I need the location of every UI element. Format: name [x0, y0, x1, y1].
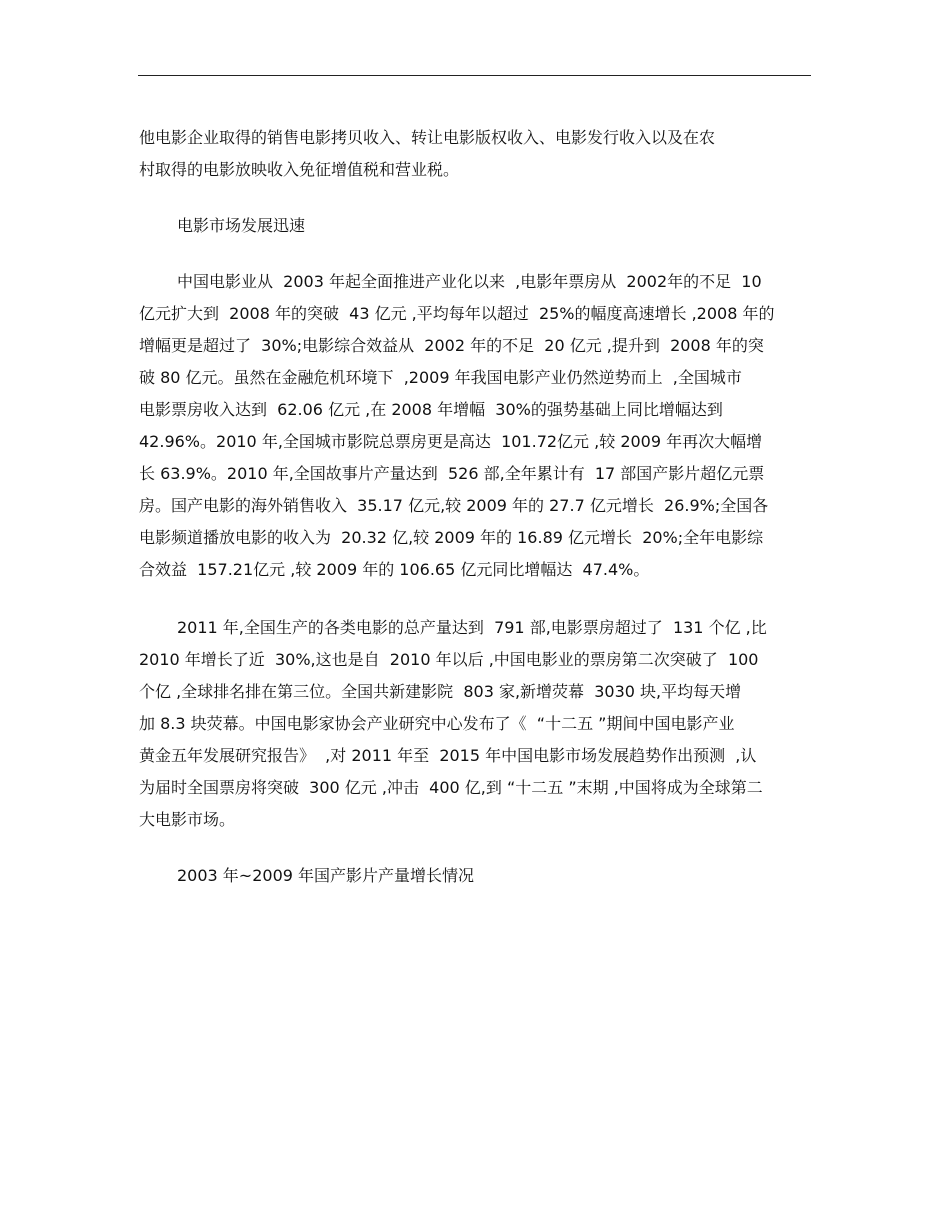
- section-heading-production: 2003 年~2009 年国产影片产量增长情况: [177, 866, 475, 885]
- document-body: [139, 122, 811, 892]
- text-line: 亿元扩大到 2008 年的突破 43 亿元 ,平均每年以超过 25%的幅度高速增长 ,2008 年的: [139, 304, 775, 323]
- text-line: 42.96%。2010 年,全国城市影院总票房更是高达 101.72亿元 ,较 2009 年再次大幅增: [139, 432, 763, 451]
- text-line: 个亿 ,全球排名排在第三位。全国共新建影院 803 家,新增荧幕 3030 块,平均每天增: [139, 682, 742, 701]
- text-line: 2010 年增长了近 30%,这也是自 2010 年以后 ,中国电影业的票房第二次突破了 100: [139, 650, 759, 669]
- paragraph-gap: [139, 186, 811, 210]
- paragraph-box-office-growth: [139, 266, 811, 586]
- text-line: 电影频道播放电影的收入为 20.32 亿,较 2009 年的 16.89 亿元增长 20%;全年电影综: [139, 528, 764, 547]
- text-line: 村取得的电影放映收入免征增值税和营业税。: [139, 160, 460, 179]
- text-line: 增幅更是超过了 30%;电影综合效益从 2002 年的不足 20 亿元 ,提升到 2008 年的突: [139, 336, 764, 355]
- text-line: 房。国产电影的海外销售收入 35.17 亿元,较 2009 年的 27.7 亿元增长 26.9%;全国各: [139, 496, 769, 515]
- text-line: 他电影企业取得的销售电影拷贝收入、转让电影版权收入、电影发行收入以及在农: [139, 128, 716, 147]
- paragraph-tax-exemption: [139, 122, 811, 186]
- text-line: 合效益 157.21亿元 ,较 2009 年的 106.65 亿元同比增幅达 47.4%。: [139, 560, 650, 579]
- text-line: 为届时全国票房将突破 300 亿元 ,冲击 400 亿,到 “十二五 ”末期 ,中国将成为全球第二: [139, 778, 763, 797]
- text-line: 破 80 亿元。虽然在金融危机环境下 ,2009 年我国电影产业仍然逆势而上 ,全国城市: [139, 368, 742, 387]
- text-line: 电影票房收入达到 62.06 亿元 ,在 2008 年增幅 30%的强势基础上同比增幅达到: [139, 400, 723, 419]
- text-line: 中国电影业从 2003 年起全面推进产业化以来 ,电影年票房从 2002年的不足 10: [177, 272, 762, 291]
- paragraph-gap: [139, 242, 811, 266]
- text-line: 2011 年,全国生产的各类电影的总产量达到 791 部,电影票房超过了 131 个亿 ,比: [177, 618, 767, 637]
- paragraph-2011-production: [139, 612, 811, 836]
- text-line: 黄金五年发展研究报告》 ,对 2011 年至 2015 年中国电影市场发展趋势作出预测 ,认: [139, 746, 757, 765]
- paragraph-gap: [139, 836, 811, 860]
- text-line: 大电影市场。: [139, 810, 236, 829]
- paragraph-gap: [139, 586, 811, 612]
- text-line: 加 8.3 块荧幕。中国电影家协会产业研究中心发布了《 “十二五 ”期间中国电影产业: [139, 714, 735, 733]
- section-heading-market: 电影市场发展迅速: [177, 216, 306, 235]
- header-rule: [138, 75, 811, 76]
- text-line: 长 63.9%。2010 年,全国故事片产量达到 526 部,全年累计有 17 部国产影片超亿元票: [139, 464, 765, 483]
